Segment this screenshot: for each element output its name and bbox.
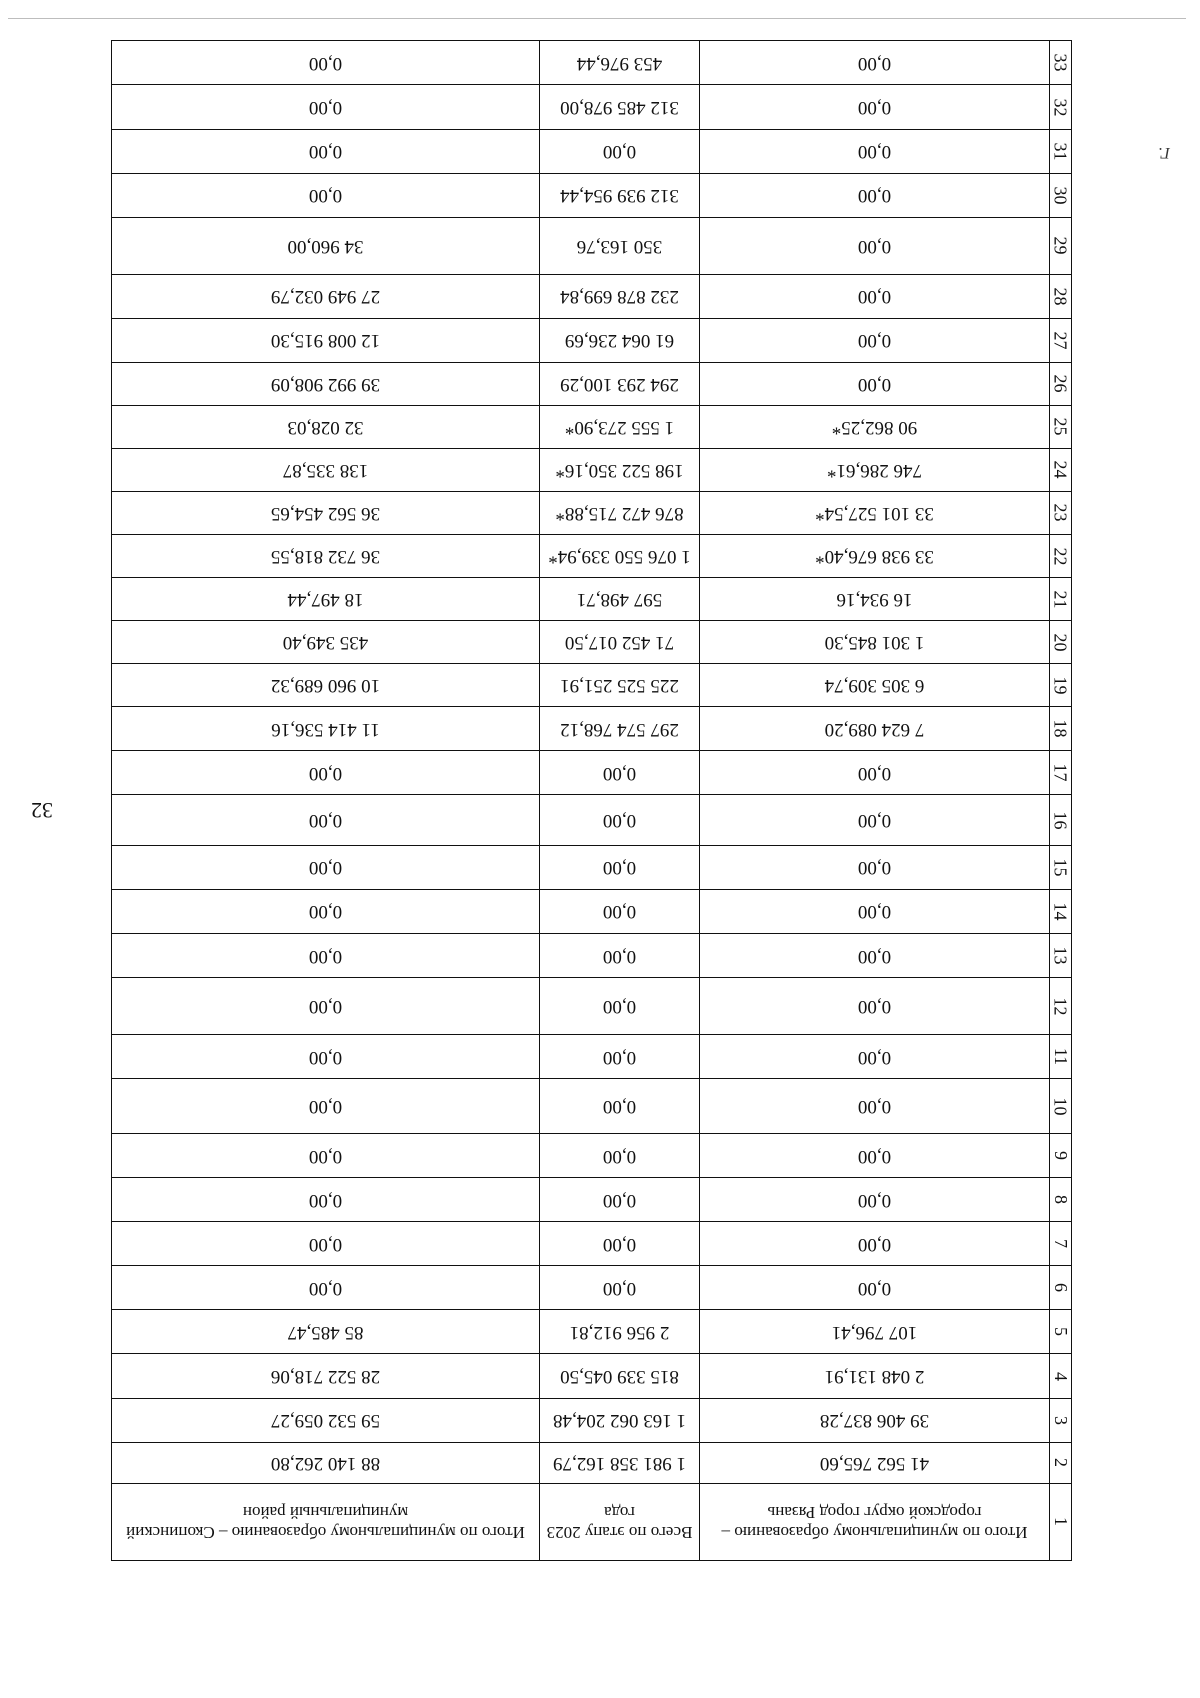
row-number: 5	[1051, 1327, 1071, 1337]
stage-total-value-cell: 312 939 954,44	[540, 173, 700, 217]
stage-total-value-cell: 0,00	[540, 933, 700, 977]
skopin-value-cell: 0,00	[112, 1178, 540, 1222]
ryazan-value-cell: 0,00	[700, 1134, 1050, 1178]
ryazan-value-cell: 107 796,41	[700, 1310, 1050, 1354]
row-number: 26	[1051, 374, 1071, 393]
row-number: 33	[1051, 53, 1071, 72]
row-number-cell	[1050, 85, 1072, 129]
ryazan-value-cell: 0,00	[700, 129, 1050, 173]
row-number: 32	[1051, 98, 1071, 117]
stage-total-value-cell: 1 555 273,90*	[540, 405, 700, 448]
row-number-cell	[1050, 491, 1072, 534]
ryazan-value-cell: 41 562 765,60	[700, 1442, 1050, 1483]
row-number: 11	[1051, 1047, 1071, 1066]
ryazan-value-cell: 0,00	[700, 1266, 1050, 1310]
table-row	[112, 978, 1072, 1035]
table-row	[112, 1222, 1072, 1266]
ryazan-value-cell: 0,00	[700, 889, 1050, 933]
ryazan-value-cell: 0,00	[700, 1222, 1050, 1266]
row-number-cell	[1050, 751, 1072, 795]
row-number-cell	[1050, 707, 1072, 751]
header-row	[112, 1483, 1072, 1560]
table-row	[112, 707, 1072, 751]
ryazan-value-cell: 0,00	[700, 173, 1050, 217]
stage-total-value-cell: 0,00	[540, 1134, 700, 1178]
ryazan-value-cell: 2 048 131,91	[700, 1354, 1050, 1398]
table-row	[112, 85, 1072, 129]
ryazan-value-cell: 0,00	[700, 1079, 1050, 1134]
ryazan-value-cell: 16 934,16	[700, 578, 1050, 621]
table-row	[112, 1398, 1072, 1442]
table-row	[112, 845, 1072, 889]
row-number: 23	[1051, 504, 1071, 522]
table-row	[112, 1442, 1072, 1483]
page-number: 32	[31, 798, 53, 823]
ryazan-value-cell: 0,00	[700, 318, 1050, 362]
row-number: 13	[1051, 946, 1071, 965]
row-number-cell	[1050, 129, 1072, 173]
row-number-cell	[1050, 1266, 1072, 1310]
skopin-value-cell: 0,00	[112, 978, 540, 1035]
skopin-value-cell: 36 732 818,55	[112, 535, 540, 578]
table-row	[112, 1079, 1072, 1134]
ryazan-value-cell: 7 624 089,20	[700, 707, 1050, 751]
stage-total-value-cell: 198 522 350,16*	[540, 448, 700, 491]
stage-total-value-cell: 0,00	[540, 845, 700, 889]
stage-total-value-cell: 2 956 912,81	[540, 1310, 700, 1354]
row-number-cell	[1050, 274, 1072, 318]
table-row	[112, 933, 1072, 977]
row-number: 31	[1051, 142, 1071, 161]
stage-total-value-cell: 1 076 550 339,94*	[540, 535, 700, 578]
row-number-cell	[1050, 41, 1072, 85]
row-number: 16	[1051, 811, 1071, 830]
stage-total-value-cell: 815 339 045,50	[540, 1354, 700, 1398]
row-number: 20	[1051, 633, 1071, 652]
stage-total-value-cell: 0,00	[540, 1035, 700, 1079]
skopin-value-cell: 0,00	[112, 85, 540, 129]
stage-total-value-cell: 294 293 100,29	[540, 362, 700, 405]
skopin-value-cell: 0,00	[112, 1222, 540, 1266]
row-number: 22	[1051, 547, 1071, 566]
stage-total-value-cell: 297 574 768,12	[540, 707, 700, 751]
row-number: 19	[1051, 676, 1071, 695]
row-number-cell	[1050, 448, 1072, 491]
data-table	[111, 40, 1072, 1561]
ryazan-value-cell: 0,00	[700, 978, 1050, 1035]
row-number: 25	[1051, 417, 1071, 436]
table-row	[112, 1178, 1072, 1222]
row-number: 29	[1051, 236, 1071, 255]
row-number: 10	[1051, 1097, 1071, 1116]
row-number-cell	[1050, 845, 1072, 889]
stage-total-value-cell: 71 452 017,50	[540, 621, 700, 664]
skopin-value-cell: 39 992 908,09	[112, 362, 540, 405]
stage-total-value-cell: 453 976,44	[540, 41, 700, 85]
table-row	[112, 129, 1072, 173]
skopin-value-cell: 85 485,47	[112, 1310, 540, 1354]
table-row	[112, 217, 1072, 274]
skopin-value-cell: 0,00	[112, 1079, 540, 1134]
row-number-cell	[1050, 1035, 1072, 1079]
row-number: 7	[1051, 1239, 1071, 1249]
skopin-value-cell: 138 335,87	[112, 448, 540, 491]
skopin-value-cell: 59 532 059,27	[112, 1398, 540, 1442]
row-number: 14	[1051, 902, 1071, 921]
stage-total-value-cell: 0,00	[540, 1079, 700, 1134]
row-number: 12	[1051, 997, 1071, 1016]
stage-total-value-cell: 312 485 978,00	[540, 85, 700, 129]
row-number-cell	[1050, 578, 1072, 621]
row-number-cell	[1050, 1134, 1072, 1178]
table-body	[112, 41, 1072, 1561]
header-cell-stage-total: Всего по этапу 2023 года	[540, 1483, 700, 1560]
table-row	[112, 318, 1072, 362]
stage-total-value-cell: 876 472 715,88*	[540, 491, 700, 534]
stage-total-value-cell: 61 064 236,69	[540, 318, 700, 362]
skopin-value-cell: 0,00	[112, 933, 540, 977]
ryazan-value-cell: 39 406 837,28	[700, 1398, 1050, 1442]
row-number-cell	[1050, 978, 1072, 1035]
table-row	[112, 1310, 1072, 1354]
row-number-cell	[1050, 1354, 1072, 1398]
ryazan-value-cell: 0,00	[700, 274, 1050, 318]
table-row	[112, 621, 1072, 664]
skopin-value-cell: 36 562 454,65	[112, 491, 540, 534]
stage-total-value-cell: 0,00	[540, 1266, 700, 1310]
row-number-cell	[1050, 1178, 1072, 1222]
skopin-value-cell: 34 960,00	[112, 217, 540, 274]
table-row	[112, 1266, 1072, 1310]
table-row	[112, 535, 1072, 578]
table-row	[112, 448, 1072, 491]
scan-edge-line	[8, 18, 1186, 19]
header-cell-ryazan: Итого по муниципальному образованию – городской округ город Рязань	[700, 1483, 1050, 1560]
skopin-value-cell: 27 949 032,79	[112, 274, 540, 318]
skopin-value-cell: 88 140 262,80	[112, 1442, 540, 1483]
row-number: 15	[1051, 858, 1071, 877]
row-number-cell	[1050, 1079, 1072, 1134]
row-number-cell	[1050, 889, 1072, 933]
row-number: 24	[1051, 460, 1071, 479]
stage-total-value-cell: 0,00	[540, 129, 700, 173]
stage-total-value-cell: 225 525 251,91	[540, 664, 700, 707]
ryazan-value-cell: 0,00	[700, 1035, 1050, 1079]
stage-total-value-cell: 1 163 062 204,48	[540, 1398, 700, 1442]
row-number-cell	[1050, 1310, 1072, 1354]
row-number: 3	[1051, 1415, 1071, 1425]
table-row	[112, 751, 1072, 795]
ryazan-value-cell: 746 286,61*	[700, 448, 1050, 491]
skopin-value-cell: 0,00	[112, 1134, 540, 1178]
table-row	[112, 1134, 1072, 1178]
table-row	[112, 1035, 1072, 1079]
table-row	[112, 491, 1072, 534]
stage-total-value-cell: 597 498,71	[540, 578, 700, 621]
row-number-cell	[1050, 173, 1072, 217]
stage-total-value-cell: 0,00	[540, 1178, 700, 1222]
table-row	[112, 664, 1072, 707]
ryazan-value-cell: 0,00	[700, 41, 1050, 85]
row-number-cell	[1050, 362, 1072, 405]
ryazan-value-cell: 0,00	[700, 933, 1050, 977]
skopin-value-cell: 11 414 536,16	[112, 707, 540, 751]
stage-total-value-cell: 1 981 358 162,79	[540, 1442, 700, 1483]
stage-total-value-cell: 0,00	[540, 795, 700, 846]
table-row	[112, 362, 1072, 405]
skopin-value-cell: 28 522 718,06	[112, 1354, 540, 1398]
table-row	[112, 405, 1072, 448]
row-number-cell	[1050, 621, 1072, 664]
header-cell-skopin: Итого по муниципальному образованию – Скопинский муниципальный район	[112, 1483, 540, 1560]
skopin-value-cell: 0,00	[112, 1035, 540, 1079]
table-row	[112, 41, 1072, 85]
row-number-cell	[1050, 1442, 1072, 1483]
row-number-cell	[1050, 664, 1072, 707]
row-number: 30	[1051, 186, 1071, 205]
skopin-value-cell: 12 008 915,30	[112, 318, 540, 362]
row-number: 9	[1051, 1151, 1071, 1161]
ryazan-value-cell: 0,00	[700, 362, 1050, 405]
ryazan-value-cell: 0,00	[700, 845, 1050, 889]
ryazan-value-cell: 0,00	[700, 85, 1050, 129]
skopin-value-cell: 435 349,40	[112, 621, 540, 664]
row-number: 21	[1051, 590, 1071, 609]
stage-total-value-cell: 0,00	[540, 978, 700, 1035]
row-number-cell	[1050, 405, 1072, 448]
skopin-value-cell: 10 960 689,32	[112, 664, 540, 707]
ryazan-value-cell: 1 301 845,30	[700, 621, 1050, 664]
skopin-value-cell: 0,00	[112, 889, 540, 933]
row-number: 8	[1051, 1195, 1071, 1205]
stage-total-value-cell: 0,00	[540, 1222, 700, 1266]
row-number: 4	[1051, 1371, 1071, 1381]
ryazan-value-cell: 0,00	[700, 751, 1050, 795]
table-row	[112, 578, 1072, 621]
header-cell-num: 1	[1050, 1483, 1072, 1560]
skopin-value-cell: 0,00	[112, 751, 540, 795]
table-row	[112, 274, 1072, 318]
skopin-value-cell: 32 028,03	[112, 405, 540, 448]
table-row	[112, 795, 1072, 846]
skopin-value-cell: 18 497,44	[112, 578, 540, 621]
table-row	[112, 173, 1072, 217]
row-number: 18	[1051, 719, 1071, 738]
row-number-cell	[1050, 1222, 1072, 1266]
row-number-cell	[1050, 318, 1072, 362]
skopin-value-cell: 0,00	[112, 1266, 540, 1310]
row-number-cell	[1050, 795, 1072, 846]
handwritten-mark: Г.	[1158, 144, 1170, 161]
stage-total-value-cell: 350 163,76	[540, 217, 700, 274]
row-number: 28	[1051, 287, 1071, 306]
table-row	[112, 889, 1072, 933]
ryazan-value-cell: 6 305 309,74	[700, 664, 1050, 707]
skopin-value-cell: 0,00	[112, 173, 540, 217]
skopin-value-cell: 0,00	[112, 41, 540, 85]
stage-total-value-cell: 232 878 699,84	[540, 274, 700, 318]
ryazan-value-cell: 0,00	[700, 1178, 1050, 1222]
row-number-cell	[1050, 1398, 1072, 1442]
skopin-value-cell: 0,00	[112, 795, 540, 846]
stage-total-value-cell: 0,00	[540, 751, 700, 795]
rotated-table-container	[112, 40, 1072, 1561]
skopin-value-cell: 0,00	[112, 845, 540, 889]
table-row	[112, 1354, 1072, 1398]
skopin-value-cell: 0,00	[112, 129, 540, 173]
row-number: 17	[1051, 763, 1071, 782]
row-number-cell	[1050, 217, 1072, 274]
row-number: 2	[1051, 1458, 1071, 1468]
ryazan-value-cell: 33 101 527,54*	[700, 491, 1050, 534]
row-number: 27	[1051, 331, 1071, 350]
ryazan-value-cell: 0,00	[700, 795, 1050, 846]
row-number-cell	[1050, 535, 1072, 578]
ryazan-value-cell: 0,00	[700, 217, 1050, 274]
row-number: 6	[1051, 1283, 1071, 1293]
ryazan-value-cell: 90 862,25*	[700, 405, 1050, 448]
ryazan-value-cell: 33 938 676,40*	[700, 535, 1050, 578]
stage-total-value-cell: 0,00	[540, 889, 700, 933]
row-number-cell	[1050, 933, 1072, 977]
